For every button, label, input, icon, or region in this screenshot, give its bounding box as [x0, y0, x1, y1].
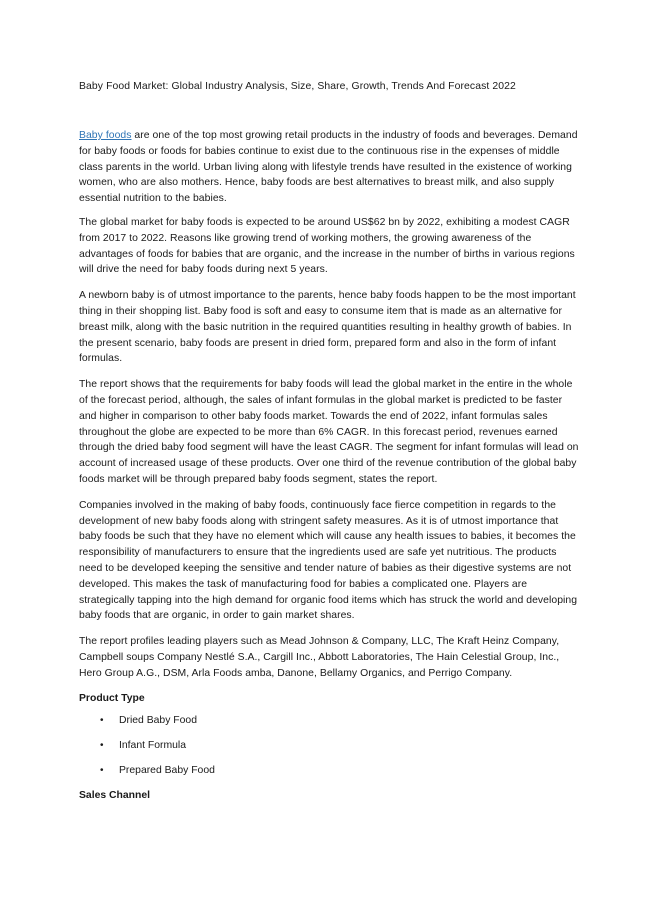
list-item-label: Prepared Baby Food	[119, 764, 215, 776]
paragraph-newborn: A newborn baby is of utmost importance to the parents, hence baby foods happen to be the most important thing in their shopping list. Baby food is soft and easy to consume item that is made as an alternative for breast milk, along with the basic nutrition in the required quantities resulting in healthy growth of babies. In the present scenario, baby foods are present in dried form, prepared form and also in the form of infant formulas.	[79, 290, 576, 365]
baby-foods-link[interactable]: Baby foods	[79, 130, 132, 141]
paragraph-competition: Companies involved in the making of baby foods, continuously face fierce competition in regards to the development of new baby foods along with stringent safety measures. As it is of utmost importance that baby foods be such that they have no element which will cause any health issues to babies, it becomes the responsibility of manufacturers to ensure that the ingredients used are safe yet nutritious. The products need to be developed keeping the sensitive and tender nature of babies as their digestive systems are not developed. This makes the task of manufacturing food for babies a complicated one. Players are strategically tapping into the high demand for organic food items which has struck the world and developing baby foods that are organic, in order to gain market shares.	[79, 499, 578, 622]
bullet-icon: •	[100, 714, 104, 726]
sales-channel-heading: Sales Channel	[79, 789, 151, 801]
bullet-icon: •	[100, 764, 104, 776]
intro-text: are one of the top most growing retail products in the industry of foods and beverages. Demand for baby foods or foods for babies continue to exist due to the continuous rise in the expenses of middle class parents in the world. Urban living along with lifestyle trends have resulted in the existence of working women, who are also mothers. Hence, baby foods are best alternatives to breast milk, and also supply essential nutrition to the babies.	[79, 130, 578, 205]
paragraph-report-findings: The report shows that the requirements for baby foods will lead the global market in the entire in the whole of the forecast period, although, the sales of infant formulas in the global market is predicted to be faster and higher in comparison to other baby foods market. Towards the end of 2022, infant formulas sales throughout the globe are expected to be more than 6% CAGR. In this forecast period, revenues earned through the dried baby food segment will have the least CAGR. The segment for infant formulas will lead on account of increased usage of these products. Over one third of the revenue contribution of the global baby foods market will be through prepared baby foods segment, states the report.	[79, 379, 579, 485]
document-title: Baby Food Market: Global Industry Analysis, Size, Share, Growth, Trends And Forecast 2022	[79, 81, 516, 92]
product-type-heading: Product Type	[79, 692, 145, 704]
list-item	[79, 764, 579, 778]
bullet-icon: •	[100, 739, 104, 751]
list-item	[79, 714, 579, 728]
intro-paragraph	[79, 128, 579, 207]
document-page	[79, 80, 579, 811]
paragraph-market-size: The global market for baby foods is expected to be around US$62 bn by 2022, exhibiting a modest CAGR from 2017 to 2022. Reasons like growing trend of working mothers, the growing awareness of the advantages of foods for babies that are organic, and the increase in the number of births in various regions will drive the need for baby foods during next 5 years.	[79, 216, 575, 276]
list-item-label: Dried Baby Food	[119, 714, 197, 726]
paragraph-key-players: The report profiles leading players such as Mead Johnson & Company, LLC, The Kraft Heinz Company, Campbell soups Company Nestlé S.A., Cargill Inc., Abbott Laboratories, The Hain Celestial Group, Inc., Hero Group A.G., DSM, Arla Foods amba, Danone, Bellamy Organics, and Perrigo Company.	[79, 636, 560, 679]
list-item	[79, 739, 579, 753]
list-item-label: Infant Formula	[119, 739, 186, 751]
product-type-list	[79, 714, 579, 778]
